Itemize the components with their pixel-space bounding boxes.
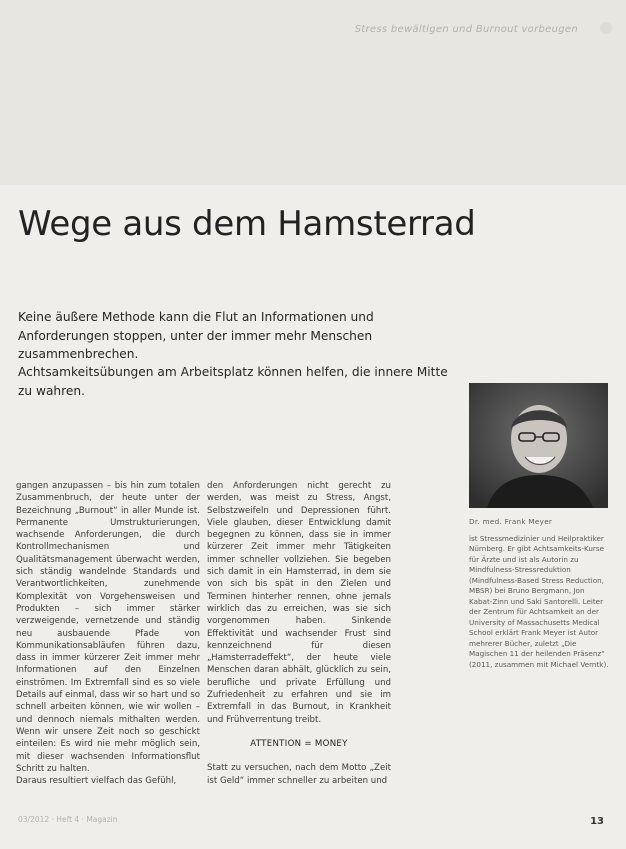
article-title: Wege aus dem Hamsterrad [18,204,476,244]
running-header: Stress bewältigen und Burnout vorbeugen [354,24,578,35]
lead-paragraph-1: Keine äußere Methode kann die Flut an Informationen und Anforderungen stoppen, unter der immer mehr Menschen zusammenbrechen. [18,310,374,361]
body-column-1 [16,480,200,787]
column-1-tail: Daraus resultiert vielfach das Gefühl, [16,776,177,787]
author-name: Dr. med. Frank Meyer [469,517,553,526]
author-bio: ist Stressmedizinier und Heilpraktiker Nürnberg. Er gibt Achtsamkeits-Kurse für Ärzte und ist als Autorin zu Mindfulness-Stressreduktion (Mindfulness-Based Stress Reduction, MBSR) bei Bruno Bergmann, Jon Kabat-Zinn und Saki Santorelli. Leiter der Zentrum für Achtsamkeit an der University of Massachusetts Medical School erklärt Frank Meyer ist Autor mehrerer Bücher, zuletzt „Die Magischen 11 der heilenden Präsenz“ (2011, zusammen mit Michael Verntk). [469,533,609,669]
column-2-paragraph-2: Statt zu versuchen, nach dem Motto „Zeit ist Geld“ immer schneller zu arbeiten und [207,763,391,786]
portrait-photo-icon [469,383,608,508]
section-subheading: ATTENTION = MONEY [250,738,348,749]
page-number: 13 [590,816,604,827]
column-1-text: gangen anzupassen – bis hin zum totalen Zusammenbruch, der heute unter der Bezeichnung „Burnout“ in aller Munde ist. Permanente Umstrukturierungen, wachsende Anforderungen, die durch Kontrollmechanismen und Qualitätsmanagement überwacht werden, sich ständig wandelnde Standards und Verantwortlichkeiten, zunehmende Komplexität von Vorgehensweisen und Produkten – sich immer stärker verzweigende, vernetzende und ständig neu ausbauende Pfade von Kommunikationsabläufen führen dazu, dass in immer kürzerer Zeit immer mehr Informationen auf den Einzelnen einströmen. Im Extremfall sind es so viele Details auf einmal, dass wir so hart und so schnell arbeiten können, wie wir wollen – und dennoch niemals mithalten werden. Wenn wir unsere Zeit noch so geschickt einteilen: Es wird nie mehr möglich sein, mit dieser wachsenden Informationsflut Schritt zu halten. [16,481,200,774]
footer-left: 03/2012 · Heft 4 · Magazin [18,815,118,824]
author-portrait [469,383,608,508]
header-dot-icon [600,22,612,34]
body-column-2 [207,480,391,787]
column-2-paragraph-1: den Anforderungen nicht gerecht zu werden, was meist zu Stress, Angst, Selbstzweifeln und Depressionen führt. Viele glauben, dieser Entwicklung damit begegnen zu können, dass sie in immer kürzerer Zeit immer mehr Tätigkeiten immer schneller vollziehen. Sie begeben sich damit in ein Hamsterrad, in dem sie von sich bis spät in den Zielen und Terminen hinterher rennen, ohne jemals wirklich das zu erreichen, was sie sich vorgenommen haben. Sinkende Effektivität und wachsender Frust sind kennzeichnend für diesen „Hamsterradeffekt“, der heute viele Menschen daran abhält, glücklich zu sein, berufliche und private Erfüllung und Zufriedenheit zu erfahren und sie im Extremfall in das Burnout, in Krankheit und Frühverrentung treibt. [207,481,391,725]
author-caption [469,517,609,670]
lead-paragraph-2: Achtsamkeitsübungen am Arbeitsplatz können helfen, die innere Mitte zu wahren. [18,365,448,398]
